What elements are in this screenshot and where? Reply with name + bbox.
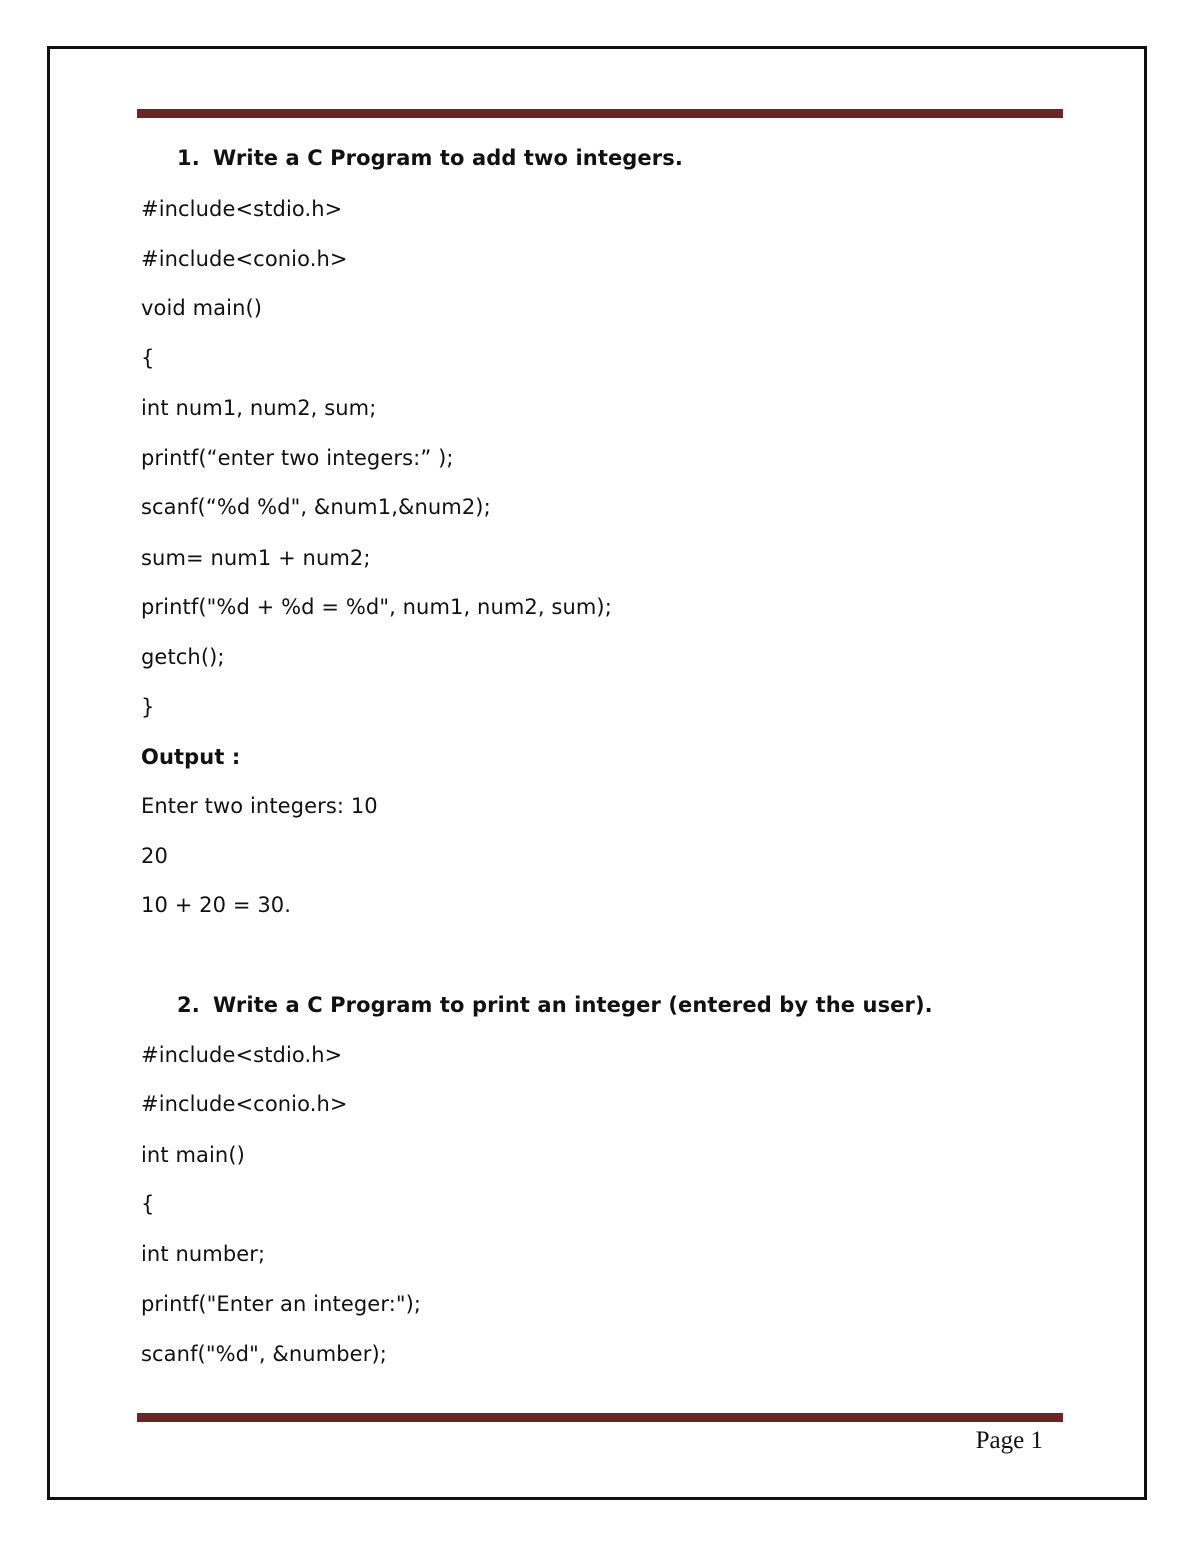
code-line: #include<stdio.h> [141,1043,343,1067]
footer-rule [137,1413,1063,1422]
code-line: int main() [141,1143,245,1167]
output-label: Output : [141,745,241,769]
output-line: 10 + 20 = 30. [141,893,292,917]
code-line: #include<conio.h> [141,247,348,271]
code-line: } [141,695,155,719]
code-line: printf("Enter an integer:"); [141,1292,422,1316]
section-1-number: 1. [177,146,200,170]
code-line: int number; [141,1242,266,1266]
section-2-title: Write a C Program to print an integer (entered by the user). [213,993,933,1017]
output-line: 20 [141,844,168,868]
code-line: #include<stdio.h> [141,197,343,221]
page-number: Page 1 [975,1427,1043,1454]
section-2-heading [177,992,933,1018]
code-line: { [141,346,155,370]
section-2-number: 2. [177,993,200,1017]
code-line: scanf(“%d %d", &num1,&num2); [141,495,491,519]
code-line: scanf("%d", &number); [141,1342,387,1366]
output-line: Enter two integers: 10 [141,794,378,818]
code-line: int num1, num2, sum; [141,396,377,420]
code-line: printf(“enter two integers:” ); [141,446,454,470]
code-line: sum= num1 + num2; [141,546,371,570]
section-1-heading [177,145,683,171]
code-line: printf("%d + %d = %d", num1, num2, sum); [141,595,612,619]
code-line: void main() [141,296,263,320]
section-1-title: Write a C Program to add two integers. [213,146,683,170]
header-rule [137,109,1063,118]
code-line: #include<conio.h> [141,1092,348,1116]
code-line: { [141,1192,155,1216]
code-line: getch(); [141,645,225,669]
